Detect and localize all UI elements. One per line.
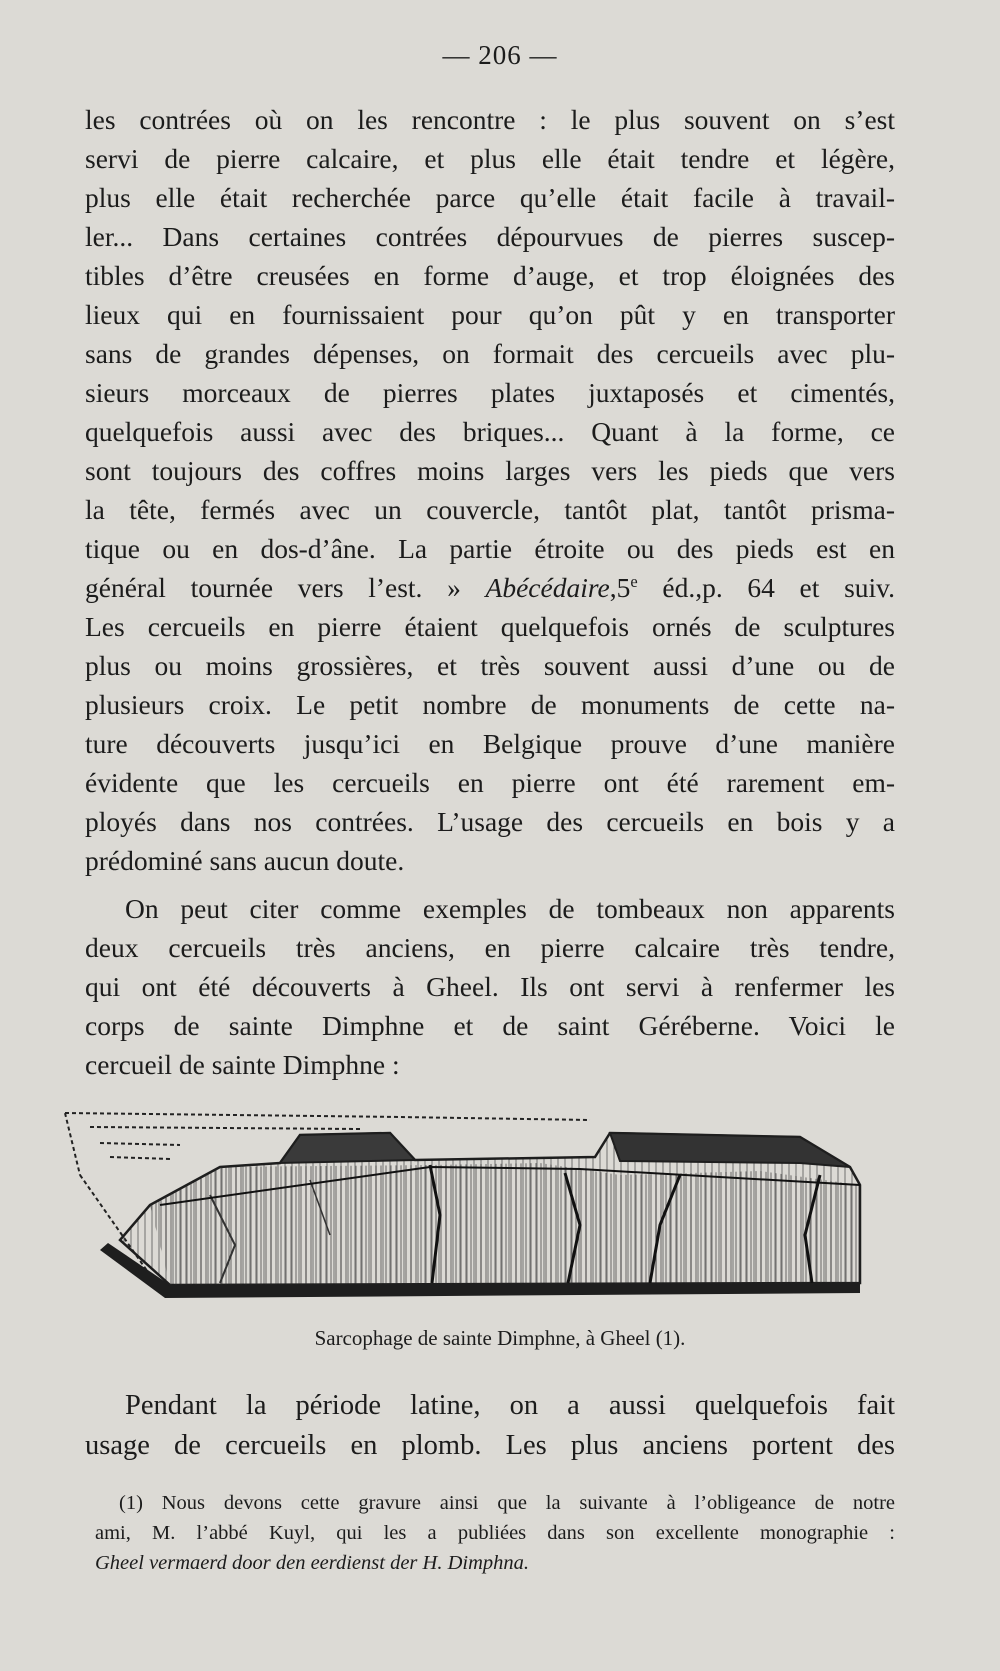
paragraph-main [85, 100, 895, 880]
text-line: usage de cercueils en plomb. Les plus anciens portent des [85, 1430, 895, 1461]
text-line: évidente que les cercueils en pierre ont été rarement em- [85, 767, 895, 798]
text-line: plus ou moins grossières, et très souvent aussi d’une ou de [85, 650, 895, 681]
sarcophagus-engraving [60, 1105, 920, 1310]
citation-line [85, 568, 895, 607]
text-line: On peut citer comme exemples de tombeaux non apparents [125, 893, 895, 924]
text-line: tibles d’être creusées en forme d’auge, et trop éloignées des [85, 260, 895, 291]
text-line: les contrées où on les rencontre : le plus souvent on s’est [85, 104, 895, 135]
citation-edition-sup: e [630, 571, 638, 591]
citation-edition: ,5 [609, 572, 631, 603]
text-line: ler... Dans certaines contrées dépourvues de pierres suscep- [85, 221, 895, 252]
text-line: deux cercueils très anciens, en pierre calcaire très tendre, [85, 932, 895, 963]
text-line: Pendant la période latine, on a aussi quelquefois fait [125, 1390, 895, 1421]
footnote-line: ami, M. l’abbé Kuyl, qui les a publiées dans son excellente monographie : [95, 1522, 895, 1544]
paragraph-lead-coffins [85, 1386, 895, 1466]
footnote-line: Gheel vermaerd door den eerdienst der H. Dimphna. [95, 1552, 530, 1574]
footnote [95, 1488, 895, 1578]
text-line: Les cercueils en pierre étaient quelquefois ornés de sculptures [85, 611, 895, 642]
figure-caption: Sarcophage de sainte Dimphne, à Gheel (1). [314, 1326, 686, 1350]
citation-title: Abécédaire [485, 572, 610, 603]
text-line: ployés dans nos contrées. L’usage des cercueils en bois y a [85, 806, 895, 837]
page-number: — 206 — [442, 40, 558, 70]
footnote-line: (1) Nous devons cette gravure ainsi que la suivante à l’obligeance de notre [119, 1492, 895, 1514]
paragraph-gheel [85, 889, 895, 1084]
text-line: lieux qui en fournissaient pour qu’on pût y en transporter [85, 299, 895, 330]
text-line: corps de sainte Dimphne et de saint Géréberne. Voici le [85, 1010, 895, 1041]
text-line: sont toujours des coffres moins larges vers les pieds que vers [85, 455, 895, 486]
text-line: tique ou en dos-d’âne. La partie étroite ou des pieds est en [85, 533, 895, 564]
citation-pages: éd.,p. 64 et suiv. [637, 572, 896, 603]
text-line: prédominé sans aucun doute. [85, 845, 405, 876]
text-line: ture découverts jusqu’ici en Belgique prouve d’une manière [85, 728, 895, 759]
citation-prefix: général tournée vers l’est. » [85, 572, 461, 603]
text-line: servi de pierre calcaire, et plus elle était tendre et légère, [85, 143, 895, 174]
text-line: sans de grandes dépenses, on formait des cercueils avec plu- [85, 338, 895, 369]
text-line: la tête, fermés avec un couvercle, tantôt plat, tantôt prisma- [85, 494, 895, 525]
text-line: cercueil de sainte Dimphne : [85, 1049, 400, 1080]
text-line: quelquefois aussi avec des briques... Quant à la forme, ce [85, 416, 895, 447]
text-line: sieurs morceaux de pierres plates juxtaposés et cimentés, [85, 377, 895, 408]
text-line: plus elle était recherchée parce qu’elle était facile à travail- [85, 182, 895, 213]
text-line: qui ont été découverts à Gheel. Ils ont servi à renfermer les [85, 971, 895, 1002]
text-line: plusieurs croix. Le petit nombre de monuments de cette na- [85, 689, 895, 720]
